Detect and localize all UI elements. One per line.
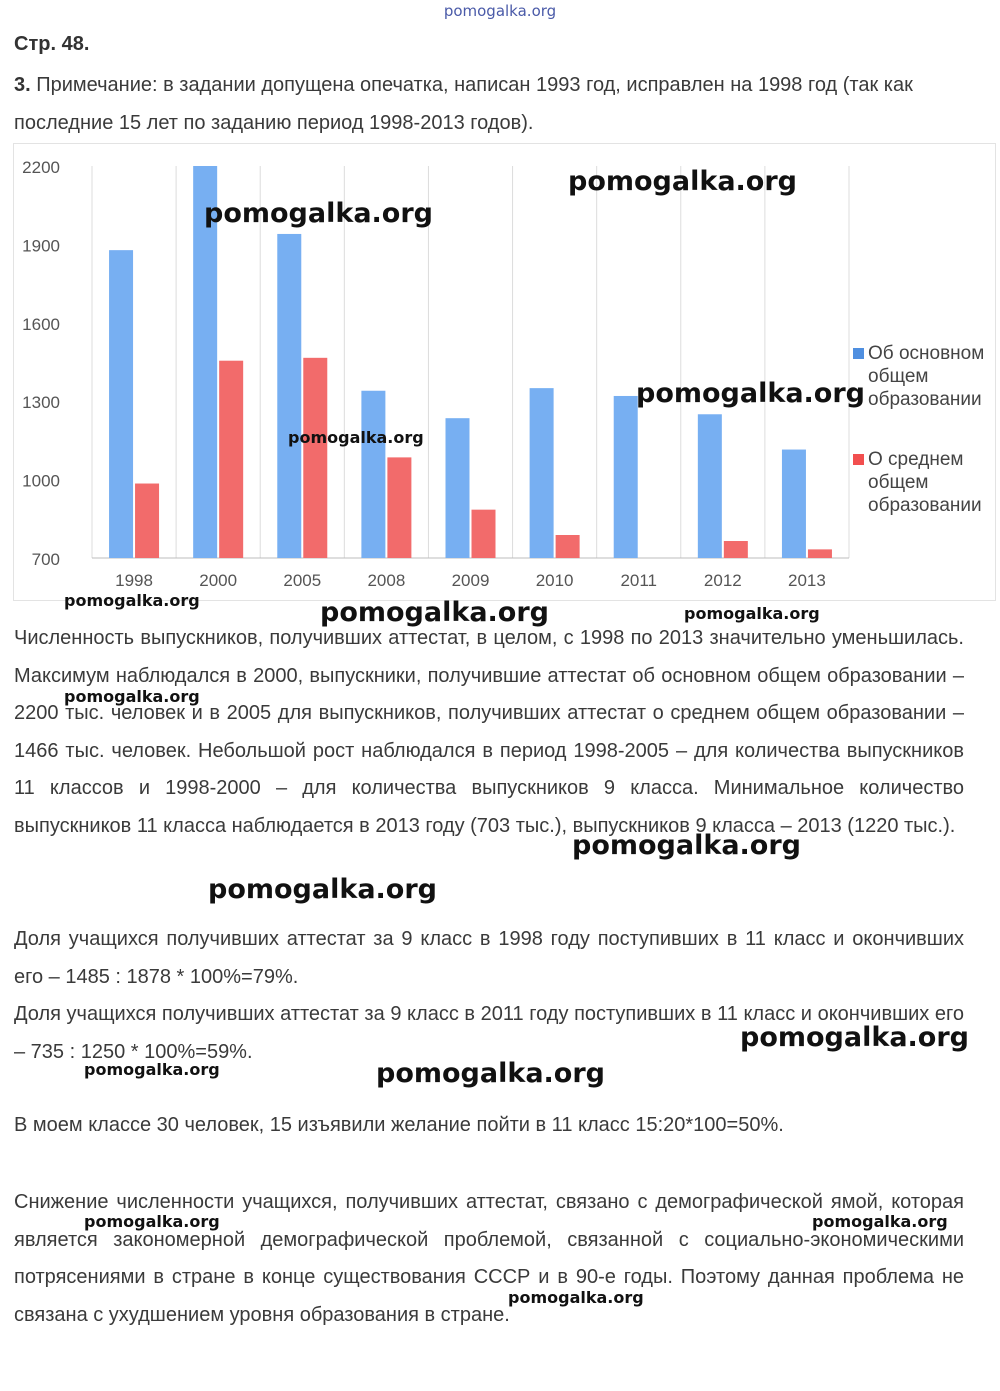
paragraph-share-2011: Доля учащихся получивших аттестат за 9 класс в 2011 году поступивших в 11 класс и окончивших его – 735 : 1250 * 100%=59%. — [14, 1003, 964, 1063]
paragraph-summary: Численность выпускников, получивших аттестат, в целом, с 1998 по 2013 значительно уменьшилась. Максимум наблюдался в 2000, выпускники, получившие аттестат об основном общем образовании – 2200 тыс. человек и в 2005 для выпускников, получивших аттестат о среднем общем образовании – 1466 тыс. человек. Небольшой рост наблюдался в период 1998-2005 – для количества выпускников 11 классов и 1998-2000 – для количества выпускников 9 класса. Минимальное количество выпускников 11 класса наблюдается в 2013 году (703 тыс.), выпускников 9 класса – 2013 (1220 тыс.). — [14, 627, 964, 837]
legend-secondary-line2: общем — [868, 472, 929, 493]
legend-basic-line2: общем — [868, 366, 929, 387]
watermark: pomogalka.org — [64, 687, 200, 706]
y-tick-label: 1600 — [22, 314, 60, 334]
legend-basic-line3: образовании — [868, 389, 982, 410]
x-tick-label: 2013 — [788, 571, 826, 590]
bar-basic — [109, 250, 133, 558]
bar-secondary — [556, 535, 580, 558]
watermark: pomogalka.org — [636, 378, 865, 409]
watermark: pomogalka.org — [64, 591, 200, 610]
watermark: pomogalka.org — [208, 874, 437, 905]
paragraph-share-1998: Доля учащихся получивших аттестат за 9 класс в 1998 году поступивших в 11 класс и окончивших его – 1485 : 1878 * 100%=79%. — [14, 928, 964, 988]
x-tick-label: 2009 — [451, 571, 490, 590]
x-tick-label: 2010 — [535, 571, 574, 590]
watermark: pomogalka.org — [376, 1058, 605, 1089]
bar-basic — [446, 418, 470, 558]
x-tick-label: 1998 — [115, 571, 153, 590]
bar-basic — [698, 414, 722, 558]
legend-label-basic — [850, 342, 995, 411]
watermark: pomogalka.org — [84, 1212, 220, 1231]
watermark: pomogalka.org — [740, 1022, 969, 1053]
y-tick-label: 1300 — [22, 393, 60, 413]
y-tick-label: 1000 — [22, 471, 60, 491]
task-note — [14, 66, 974, 142]
bar-basic — [530, 388, 554, 558]
watermark: pomogalka.org — [572, 830, 801, 861]
legend-secondary-line3: образовании — [868, 495, 982, 516]
task-number: 3. — [14, 74, 31, 96]
chart-frame — [13, 143, 996, 601]
x-tick-label: 2011 — [620, 571, 658, 590]
paragraph-my-class: В моем классе 30 человек, 15 изъявили желание пойти в 11 класс 15:20*100=50%. — [14, 1114, 784, 1136]
watermark: pomogalka.org — [84, 1060, 220, 1079]
watermark: pomogalka.org — [288, 428, 424, 447]
paragraph-conclusion: Снижение численности учащихся, получивших аттестат, связано с демографической ямой, которая является закономерной демографической проблемой, связанной с социально-экономическими потрясениями в стране в конце существования СССР и в 90-е годы. Поэтому данная проблема не связана с ухудшением уровня образования в стране. — [14, 1191, 964, 1326]
watermark: pomogalka.org — [204, 198, 433, 229]
page-number: Стр. 48. — [14, 33, 90, 55]
bar-secondary — [724, 541, 748, 558]
x-tick-label: 2005 — [283, 571, 322, 590]
x-tick-label: 2000 — [199, 571, 238, 590]
legend-secondary — [850, 448, 995, 517]
y-tick-label: 2200 — [22, 158, 60, 177]
watermark: pomogalka.org — [508, 1288, 644, 1307]
legend — [850, 342, 995, 411]
bar-basic — [361, 391, 385, 558]
legend-secondary-line1: О среднем — [868, 449, 964, 470]
bar-basic — [277, 234, 301, 558]
bar-secondary — [808, 549, 832, 558]
legend-label-secondary — [850, 448, 995, 517]
bar-secondary — [472, 510, 496, 558]
bar-secondary — [219, 361, 243, 558]
legend-swatch-basic — [853, 348, 864, 359]
x-tick-label: 2008 — [367, 571, 406, 590]
watermark: pomogalka.org — [568, 166, 797, 197]
task-note-text: Примечание: в задании допущена опечатка, написан 1993 год, исправлен на 1998 год (так как последние 15 лет по заданию период 1998-2013 годов). — [14, 74, 913, 134]
y-tick-label: 700 — [31, 550, 60, 569]
legend-swatch-secondary — [853, 454, 864, 465]
bar-secondary — [387, 457, 411, 558]
legend-basic-line1: Об основном — [868, 343, 985, 364]
y-tick-label: 1900 — [22, 236, 60, 256]
bar-secondary — [303, 358, 327, 558]
top-watermark: pomogalka.org — [443, 2, 557, 20]
watermark: pomogalka.org — [320, 597, 549, 628]
x-tick-label: 2012 — [703, 571, 742, 590]
watermark: pomogalka.org — [812, 1212, 948, 1231]
bar-chart — [14, 144, 995, 600]
bar-secondary — [135, 484, 159, 558]
bar-basic — [782, 450, 806, 558]
bar-basic — [614, 396, 638, 558]
watermark: pomogalka.org — [684, 604, 820, 623]
